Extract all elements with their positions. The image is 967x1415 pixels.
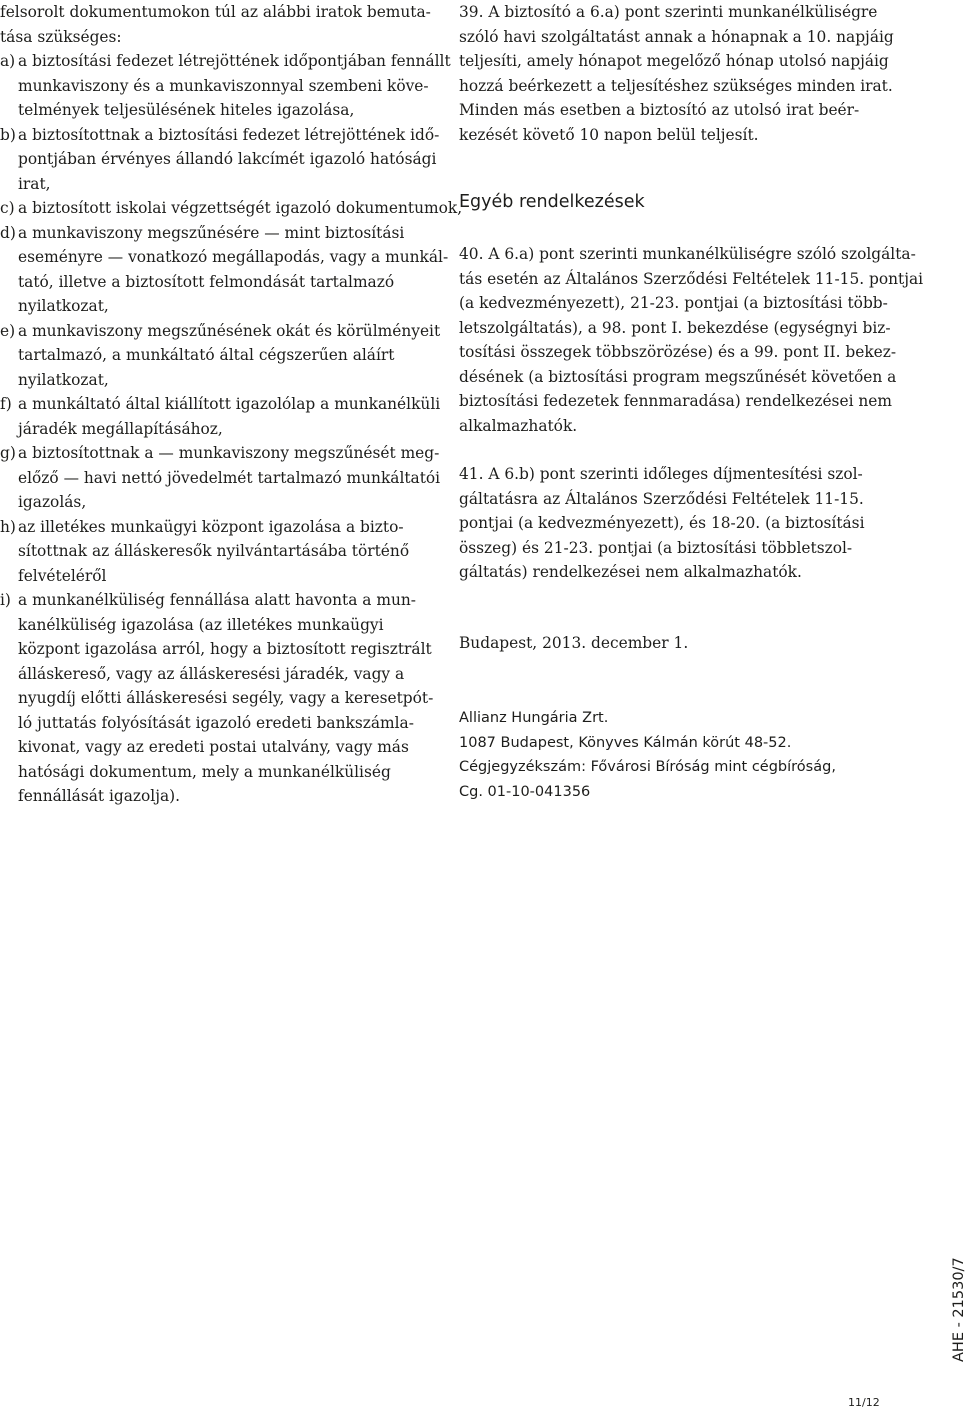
list-item xyxy=(0,588,434,809)
text-line: teljesíti, amely hónapot megelőző hónap utolsó napjáig xyxy=(459,52,889,70)
list-item-text: eseményre — vonatkozó megállapodás, vagy a munkál- xyxy=(18,248,449,266)
text-line: 39. A biztosító a 6.a) pont szerinti munkanélküliségre xyxy=(459,3,878,21)
document-list xyxy=(0,49,463,809)
list-item-text: a biztosított iskolai végzettségét igazoló dokumentumok, xyxy=(18,199,463,217)
signature-date: Budapest, 2013. december 1. xyxy=(459,634,689,652)
list-item xyxy=(0,515,430,589)
list-marker: b) xyxy=(0,125,16,144)
section-heading: Egyéb rendelkezések xyxy=(459,192,645,212)
text-line: összeg) és 21-23. pontjai (a biztosítási többletszol- xyxy=(459,538,853,557)
list-item-text: a munkaviszony megszűnésére — mint biztosítási xyxy=(18,223,405,242)
list-item-text: pontjában érvényes állandó lakcímét igazoló hatósági xyxy=(18,150,437,168)
list-marker: c) xyxy=(0,199,15,217)
list-item-text: előző — havi nettó jövedelmét tartalmazó munkáltatói xyxy=(18,468,441,487)
list-item-text: a biztosítási fedezet létrejöttének időpontjában fennállt xyxy=(18,52,451,70)
text-line: kezését követő 10 napon belül teljesít. xyxy=(459,125,759,144)
list-item xyxy=(0,392,441,441)
text-line: tás esetén az Általános Szerződési Feltételek 11-15. pontjai xyxy=(459,269,924,288)
list-item-first-line xyxy=(0,196,463,221)
list-item-text: munkaviszony és a munkaviszonnyal szembeni köve- xyxy=(18,76,429,95)
text-line: (a kedvezményezett), 21-23. pontjai (a biztosítási több- xyxy=(459,294,888,312)
company-line: Cégjegyzékszám: Fővárosi Bíróság mint cégbíróság, xyxy=(459,759,836,775)
list-item-text: a munkaviszony megszűnésének okát és körülményeit xyxy=(18,321,441,340)
list-item-first-line xyxy=(0,49,451,74)
list-item-text: nyilatkozat, xyxy=(18,297,109,315)
text-line: felsorolt dokumentumokon túl az alábbi iratok bemuta- xyxy=(0,3,431,21)
list-marker: h) xyxy=(0,517,16,536)
list-item-text: az illetékes munkaügyi központ igazolása a bizto- xyxy=(18,517,404,536)
list-item-text: központ igazolása arról, hogy a biztosított regisztrált xyxy=(18,640,432,658)
paragraph-40 xyxy=(459,242,923,438)
list-item xyxy=(0,319,441,393)
text-line: alkalmazhatók. xyxy=(459,416,578,435)
list-item-text: a biztosítottnak a biztosítási fedezet létrejöttének idő- xyxy=(18,125,440,144)
list-item-first-line xyxy=(0,319,441,344)
list-item xyxy=(0,123,440,197)
list-item-text: fennállását igazolja). xyxy=(18,787,181,805)
text-line: biztosítási fedezetek fennmaradása) rendelkezései nem xyxy=(459,392,892,410)
text-line: pontjai (a kedvezményezett), és 18-20. (a biztosítási xyxy=(459,514,865,532)
list-item xyxy=(0,196,463,221)
right-column xyxy=(459,0,924,800)
list-marker: e) xyxy=(0,321,16,340)
list-item-text: hatósági dokumentum, mely a munkanélküliség xyxy=(18,762,391,781)
list-item-text: felvételéről xyxy=(18,566,107,585)
list-item-text: nyugdíj előtti álláskeresési segély, vagy a keresetpót- xyxy=(18,689,434,707)
list-item-first-line xyxy=(0,221,430,246)
text-line: désének (a biztosítási program megszűnését követően a xyxy=(459,367,897,386)
company-line: Allianz Hungária Zrt. xyxy=(459,710,609,726)
text-line: 40. A 6.a) pont szerinti munkanélküliségre szóló szolgálta- xyxy=(459,245,916,263)
list-marker: d) xyxy=(0,223,16,242)
left-column xyxy=(0,0,463,809)
list-item-text: járadék megállapításához, xyxy=(18,419,223,438)
list-item-text: sítottnak az álláskeresők nyilvántartásába történő xyxy=(18,542,410,560)
list-item-text: tató, illetve a biztosított felmondását tartalmazó xyxy=(18,272,395,291)
text-line: letszolgáltatás), a 98. pont I. bekezdése (egységnyi biz- xyxy=(459,318,891,337)
list-item-text: a biztosítottnak a — munkaviszony megszűnését meg- xyxy=(18,444,440,462)
company-line: Cg. 01-10-041356 xyxy=(459,783,591,800)
list-item-text: a munkanélküliség fennállása alatt havonta a mun- xyxy=(18,591,416,609)
list-item-first-line xyxy=(0,392,441,417)
document-code: AHE - 21530/7 xyxy=(951,1257,967,1362)
list-marker: a) xyxy=(0,52,16,70)
company-details xyxy=(459,706,836,804)
list-item-first-line xyxy=(0,441,440,466)
list-item-text: telmények teljesülésének hiteles igazolása, xyxy=(18,101,355,119)
list-item-text: nyilatkozat, xyxy=(18,370,109,389)
list-item-text: tartalmazó, a munkáltató által cégszerűen aláírt xyxy=(18,346,395,364)
list-item-text: álláskereső, vagy az álláskeresési járadék, vagy a xyxy=(18,664,405,683)
company-line: 1087 Budapest, Könyves Kálmán körút 48-52. xyxy=(459,734,792,751)
text-line: 41. A 6.b) pont szerinti időleges díjmentesítési szol- xyxy=(459,465,863,483)
list-item-first-line xyxy=(0,588,430,613)
list-item-text: ló juttatás folyósítását igazoló eredeti bankszámla- xyxy=(18,713,414,732)
list-item-text: kanélküliség igazolása (az illetékes munkaügyi xyxy=(18,615,384,634)
text-line: gáltatás) rendelkezései nem alkalmazhatók. xyxy=(459,563,802,581)
list-marker: i) xyxy=(0,591,11,609)
paragraph-41 xyxy=(459,462,865,585)
text-line: tosítási összegek többszörözése) és a 99. pont II. bekez- xyxy=(459,343,897,361)
list-item-text: kivonat, vagy az eredeti postai utalvány, vagy más xyxy=(18,738,409,756)
text-line: Minden más esetben a biztosító az utolsó irat beér- xyxy=(459,101,860,119)
list-item xyxy=(0,221,449,319)
list-marker: f) xyxy=(0,395,12,413)
list-item-text: igazolás, xyxy=(18,493,87,511)
text-line: szóló havi szolgáltatást annak a hónapnak a 10. napjáig xyxy=(459,27,894,46)
intro-paragraph xyxy=(0,0,430,49)
list-item-text: a munkáltató által kiállított igazolólap a munkanélküli xyxy=(18,395,441,413)
list-item xyxy=(0,441,441,515)
text-line: gáltatásra az Általános Szerződési Feltételek 11-15. xyxy=(459,489,864,508)
list-item-first-line xyxy=(0,123,440,148)
text-line: tása szükséges: xyxy=(0,27,122,46)
list-item-first-line xyxy=(0,515,430,540)
list-item xyxy=(0,49,451,123)
text-line: hozzá beérkezett a teljesítéshez szükséges minden irat. xyxy=(459,76,893,95)
page-number: 11/12 xyxy=(848,1396,880,1409)
paragraph-39 xyxy=(459,0,899,147)
list-item-text: irat, xyxy=(18,174,51,193)
list-marker: g) xyxy=(0,444,16,462)
